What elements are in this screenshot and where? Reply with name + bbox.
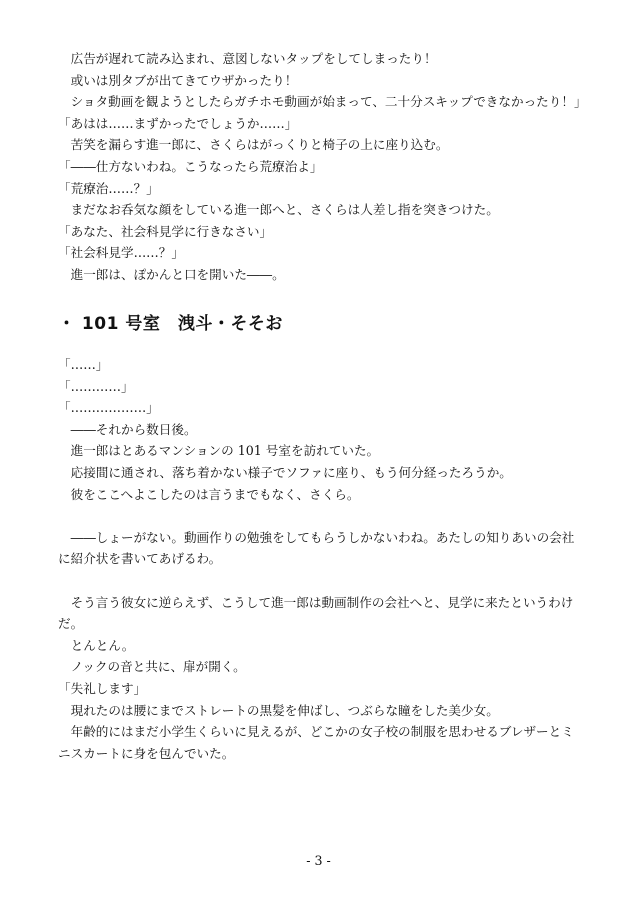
paragraph: とんとん。 — [58, 637, 135, 653]
body-text-after-heading — [58, 354, 582, 764]
paragraph: 応接間に通され、落ち着かない様子でソファに座り、もう何分経ったろうか。 — [58, 464, 512, 480]
section-heading: ・ 101 号室 洩斗・そそお — [58, 314, 283, 334]
paragraph: 「――仕方ないわね。こうなったら荒療治よ」 — [58, 158, 323, 174]
paragraph: 「荒療治……？」 — [58, 180, 159, 196]
paragraph: ――しょーがない。動画作りの勉強をしてもらうしかないわね。あたしの知りあいの会社に紹介状を書いてあげるわ。 — [58, 529, 575, 567]
paragraph: 或いは別タブが出てきてウザかったり！ — [58, 72, 298, 88]
paragraph: 「社会科見学……？」 — [58, 245, 184, 261]
paragraph: 「………………」 — [58, 400, 159, 416]
paragraph: 「あなた、社会科見学に行きなさい」 — [58, 223, 273, 239]
page-number: - 3 - — [306, 853, 331, 868]
paragraph: 年齢的にはまだ小学生くらいに見えるが、どこかの女子校の制服を思わせるブレザーとミニスカートに身を包んでいた。 — [58, 724, 574, 761]
paragraph: 進一郎は、ぽかんと口を開いた――。 — [58, 266, 285, 282]
paragraph: 進一郎はとあるマンションの 101 号室を訪れていた。 — [58, 443, 380, 459]
paragraph: 「…………」 — [58, 378, 134, 394]
paragraph: 苦笑を漏らす進一郎に、さくらはがっくりと椅子の上に座り込む。 — [58, 137, 449, 153]
paragraph: 「……」 — [58, 357, 109, 372]
paragraph: 彼をここへよこしたのは言うまでもなく、さくら。 — [58, 486, 360, 502]
paragraph: 広告が遅れて読み込まれ、意図しないタップをしてしまったり！ — [58, 51, 437, 66]
paragraph: ――それから数日後。 — [58, 421, 197, 437]
paragraph: 現れたのは腰にまでストレートの黒髪を伸ばし、つぶらな瞳をした美少女。 — [58, 702, 499, 718]
paragraph: 「失礼します」 — [58, 680, 147, 696]
paragraph: ノックの音と共に、扉が開く。 — [58, 659, 246, 675]
blank-line — [58, 505, 582, 527]
paragraph: ショタ動画を観ようとしたらガチホモ動画が始まって、二十分スキップできなかったり！」 — [58, 94, 587, 110]
paragraph: そう言う彼女に逆らえず、こうして進一郎は動画制作の会社へと、見学に来たというわけだ。 — [58, 594, 574, 632]
body-text-before-heading — [58, 48, 587, 286]
paragraph: 「あはは……まずかったでしょうか……」 — [58, 115, 298, 131]
paragraph: まだなお呑気な顔をしている進一郎へと、さくらは人差し指を突きつけた。 — [58, 202, 499, 218]
blank-line — [58, 570, 582, 592]
